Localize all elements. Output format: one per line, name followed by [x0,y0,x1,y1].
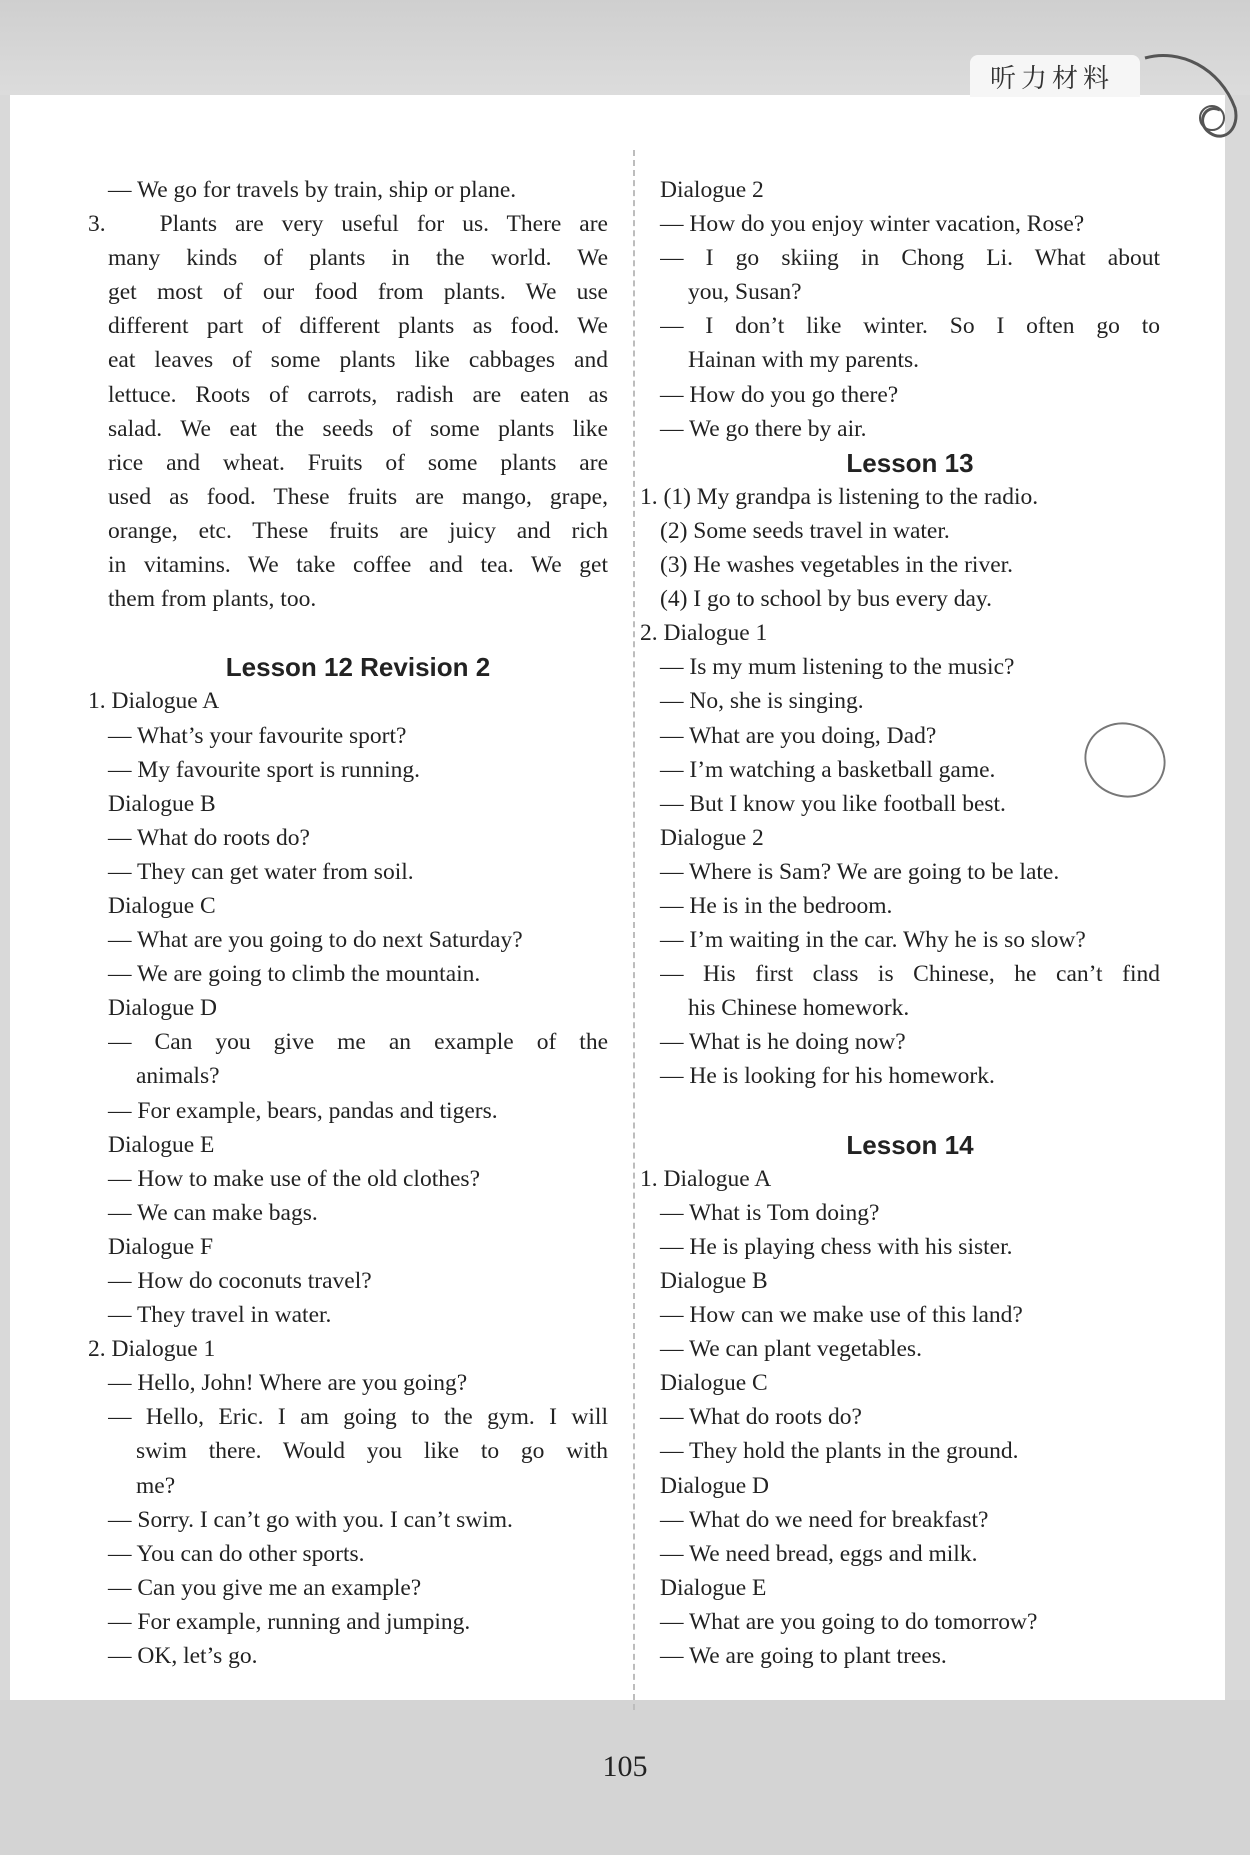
decorative-curl-icon [1140,48,1250,158]
text-line: — He is playing chess with his sister. [660,1233,1013,1260]
text-line: — We are going to plant trees. [660,1643,947,1670]
text-line: Dialogue E [660,1574,767,1601]
text-line: many kinds of plants in the world. We [108,245,608,272]
text-line: — OK, let’s go. [108,1643,258,1670]
text-line: — What are you going to do tomorrow? [660,1608,1038,1635]
text-line: — Can you give me an example? [108,1574,422,1601]
text-line: — What do roots do? [108,824,310,851]
text-line: — I go skiing in Chong Li. What about [660,245,1160,272]
page-number: 105 [602,1750,648,1783]
text-line: — They travel in water. [108,1302,332,1329]
text-line: — What is he doing now? [660,1029,906,1056]
text-line: — Hello, John! Where are you going? [108,1370,468,1397]
text-line: Dialogue 2 [660,824,764,851]
text-line: — We need bread, eggs and milk. [660,1540,978,1567]
text-line: — They can get water from soil. [108,858,414,885]
blank-line [108,616,608,650]
text-line: — I’m watching a basketball game. [660,756,996,783]
text-line: Dialogue D [660,1472,769,1499]
text-line: Dialogue 2 [660,177,764,203]
text-line: — But I know you like football best. [660,790,1006,817]
text-line: — I’m waiting in the car. Why he is so slow? [660,927,1086,954]
text-line: swim there. Would you like to go with [136,1438,608,1465]
text-line: — How do you enjoy winter vacation, Rose? [660,211,1085,238]
text-line: — I don’t like winter. So I often go to [660,313,1160,340]
left-column [88,173,608,1673]
text-line: Dialogue B [660,1268,768,1294]
lesson-heading: Lesson 14 [846,1129,974,1160]
text-line: Dialogue F [108,1233,214,1260]
text-line: — We can plant vegetables. [660,1336,922,1363]
text-line: — You can do other sports. [108,1540,365,1567]
text-line: 2. Dialogue 1 [640,620,768,647]
lesson-heading: Lesson 12 Revision 2 [225,652,491,683]
text-line: Dialogue E [108,1131,215,1158]
text-line: get most of our food from plants. We use [108,279,608,306]
text-line: animals? [136,1063,220,1090]
text-line: 3. Plants are very useful for us. There are [88,211,608,238]
text-line: — Is my mum listening to the music? [660,654,1015,681]
text-line: — Can you give me an example of the [108,1029,608,1056]
column-divider [633,150,635,1710]
text-line: — He is in the bedroom. [660,892,893,919]
text-line: 1. (1) My grandpa is listening to the radio. [640,483,1039,510]
text-line: them from plants, too. [108,586,317,613]
text-line: his Chinese homework. [688,995,910,1022]
text-line: — Hello, Eric. I am going to the gym. I will [108,1404,608,1431]
text-line: — For example, bears, pandas and tigers. [108,1097,498,1124]
text-line: salad. We eat the seeds of some plants like [108,415,608,442]
right-column [640,173,1160,1673]
text-line: — How can we make use of this land? [660,1302,1023,1329]
text-line: different part of different plants as food. We [108,313,608,340]
section-label: 听力材料 [990,64,1115,94]
text-line: 1. Dialogue A [88,688,220,715]
text-line: — They hold the plants in the ground. [660,1438,1019,1465]
text-line: Dialogue C [108,892,216,919]
text-line: (2) Some seeds travel in water. [660,517,950,544]
text-line: (4) I go to school by bus every day. [660,586,992,613]
text-line: — How do coconuts travel? [108,1268,372,1294]
blank-line [660,1094,1160,1128]
text-line: 1. Dialogue A [640,1165,772,1192]
text-line: lettuce. Roots of carrots, radish are eaten as [108,381,608,408]
text-line: — We go there by air. [660,415,867,442]
text-line: — How do you go there? [660,381,899,408]
text-line: — Sorry. I can’t go with you. I can’t swim. [108,1506,513,1533]
text-line: — We can make bags. [108,1199,318,1226]
text-line: — Where is Sam? We are going to be late. [660,858,1060,885]
text-line: eat leaves of some plants like cabbages and [108,347,608,374]
text-line: Dialogue C [660,1370,768,1397]
lesson-heading: Lesson 13 [846,447,974,478]
text-line: — What is Tom doing? [660,1199,880,1226]
text-line: (3) He washes vegetables in the river. [660,552,1014,579]
text-line: — What are you going to do next Saturday? [108,927,523,954]
text-line: — His first class is Chinese, he can’t find [660,961,1160,988]
text-line: 2. Dialogue 1 [88,1336,216,1363]
text-line: — For example, running and jumping. [108,1608,471,1635]
text-line: — We are going to climb the mountain. [108,961,481,988]
text-line: rice and wheat. Fruits of some plants are [108,449,608,476]
text-line: in vitamins. We take coffee and tea. We get [108,552,608,579]
stamp-seal-icon [1080,715,1170,805]
text-line: — He is looking for his homework. [660,1063,995,1090]
text-line: Hainan with my parents. [688,347,920,374]
text-line: — My favourite sport is running. [108,756,420,783]
text-line: Dialogue D [108,995,217,1022]
text-line: — What do roots do? [660,1404,862,1431]
text-line: you, Susan? [688,279,802,306]
text-line: — What do we need for breakfast? [660,1506,989,1533]
text-line: — What are you doing, Dad? [660,722,937,749]
text-line: Dialogue B [108,790,216,817]
text-line: — No, she is singing. [660,688,864,715]
text-line: me? [136,1472,176,1499]
text-line: used as food. These fruits are mango, grape, [108,483,608,510]
text-line: — We go for travels by train, ship or plane. [108,177,517,203]
text-line: — How to make use of the old clothes? [108,1165,480,1192]
text-line: orange, etc. These fruits are juicy and rich [108,517,608,544]
text-line: — What’s your favourite sport? [108,722,407,749]
